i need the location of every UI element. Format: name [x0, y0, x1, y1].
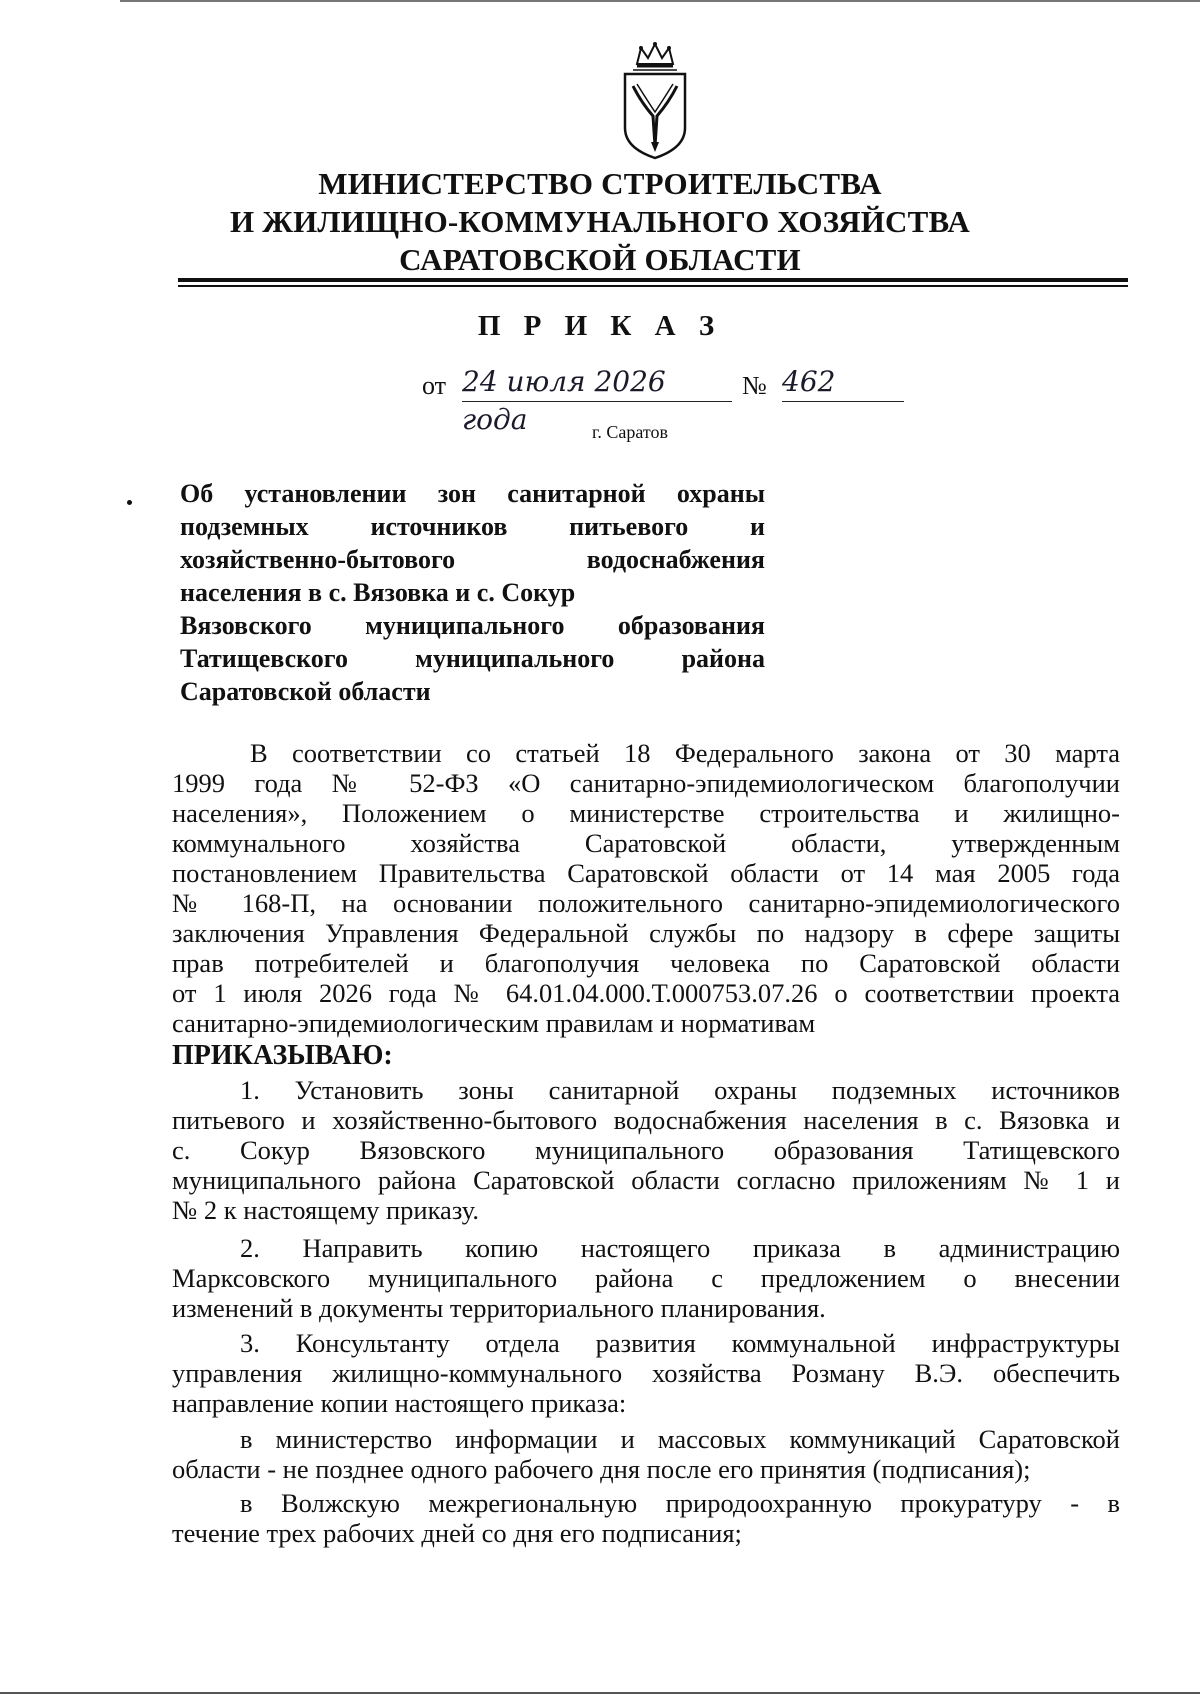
subject-line: Татищевского муниципального района — [180, 644, 765, 673]
document-type-title: П Р И К А З — [477, 310, 723, 342]
header-divider-thick — [178, 278, 1128, 282]
ministry-line-2: И ЖИЛИЩНО-КОММУНАЛЬНОГО ХОЗЯЙСТВА — [229, 204, 971, 239]
preamble-paragraph — [172, 738, 1120, 1038]
header-divider-thin — [178, 285, 1128, 287]
item-3-line: течение трех рабочих дней со дня его подписания; — [172, 1518, 742, 1548]
preamble-line: населения», Положением о министерстве строительства и жилищно- — [172, 798, 1120, 828]
item-1-line: питьевого и хозяйственно-бытового водоснабжения населения в с. Вязовка и — [172, 1105, 1120, 1135]
item-3-line: направление копии настоящего приказа: — [172, 1388, 627, 1418]
preamble-line: 1999 года № 52-ФЗ «О санитарно-эпидемиологическом благополучии — [172, 768, 1120, 798]
item-1-line: 1. Установить зоны санитарной охраны подземных источников — [240, 1075, 1120, 1105]
subject-line: Вязовского муниципального образования — [180, 611, 765, 640]
item-3-line: 3. Консультанту отдела развития коммунальной инфраструктуры — [240, 1328, 1120, 1358]
ministry-name — [200, 165, 1000, 279]
date-prefix: от — [422, 371, 447, 400]
item-3-subitem-2 — [172, 1488, 1120, 1548]
preamble-line: от 1 июля 2026 года № 64.01.04.000.Т.000753.07.26 о соответствии проекта — [172, 978, 1120, 1008]
item-1-line: муниципального района Саратовской области согласно приложениям № 1 и — [172, 1165, 1120, 1195]
subject-line: Об установлении зон санитарной охраны — [180, 479, 765, 508]
ministry-line-3: САРАТОВСКОЙ ОБЛАСТИ — [399, 242, 801, 277]
command-heading — [172, 1041, 1120, 1071]
item-3-line: области - не позднее одного рабочего дня после его принятия (подписания); — [172, 1454, 1031, 1484]
preamble-line: прав потребителей и благополучия человека по Саратовской области — [172, 948, 1120, 978]
city: г. Саратов — [592, 422, 668, 442]
item-1-line: № 2 к настоящему приказу. — [172, 1195, 479, 1225]
preamble-line: заключения Управления Федеральной службы по надзору в сфере защиты — [172, 918, 1120, 948]
coat-of-arms-icon — [615, 42, 695, 160]
item-2-line: 2. Направить копию настоящего приказа в администрацию — [240, 1233, 1120, 1263]
item-3-line: управления жилищно-коммунального хозяйства Розману В.Э. обеспечить — [172, 1358, 1120, 1388]
preamble-line: В соответствии со статьей 18 Федерального закона от 30 марта — [250, 738, 1120, 768]
preamble-line: коммунального хозяйства Саратовской области, утвержденным — [172, 828, 1120, 858]
scan-edge-bottom — [0, 1692, 1200, 1694]
preamble-line: постановлением Правительства Саратовской области от 14 мая 2005 года — [172, 858, 1120, 888]
item-3-subitem-1 — [172, 1424, 1120, 1484]
subject-line: Саратовской области — [180, 677, 431, 706]
item-1-paragraph — [172, 1075, 1120, 1225]
item-2-line: Марксовского муниципального района с предложением о внесении — [172, 1263, 1120, 1293]
preamble-line: № 168-П, на основании положительного санитарно-эпидемиологического — [172, 888, 1120, 918]
handwritten-date: 24 июля 2026 года — [462, 363, 732, 402]
preamble-line: санитарно-эпидемиологическим правилам и нормативам — [172, 1008, 816, 1038]
item-3-paragraph — [172, 1328, 1120, 1418]
item-3-line: в министерство информации и массовых коммуникаций Саратовской — [240, 1424, 1120, 1454]
scan-edge-top — [120, 0, 1200, 2]
item-1-line: с. Сокур Вязовского муниципального образования Татищевского — [172, 1135, 1120, 1165]
handwritten-order-number: 462 — [782, 363, 904, 402]
order-subject — [180, 477, 765, 708]
item-2-line: изменений в документы территориального планирования. — [172, 1293, 826, 1323]
subject-line: хозяйственно-бытового водоснабжения — [180, 545, 765, 574]
item-3-line: в Волжскую межрегиональную природоохранную прокуратуру - в — [240, 1488, 1120, 1518]
number-prefix: № — [742, 371, 767, 400]
subject-line: подземных источников питьевого и — [180, 512, 765, 541]
ministry-line-1: МИНИСТЕРСТВО СТРОИТЕЛЬСТВА — [318, 166, 882, 201]
command-word: ПРИКАЗЫВАЮ: — [172, 1040, 393, 1071]
subject-line: населения в с. Вязовка и с. Сокур — [180, 578, 576, 607]
item-2-paragraph — [172, 1233, 1120, 1323]
scan-mark — [127, 500, 132, 505]
